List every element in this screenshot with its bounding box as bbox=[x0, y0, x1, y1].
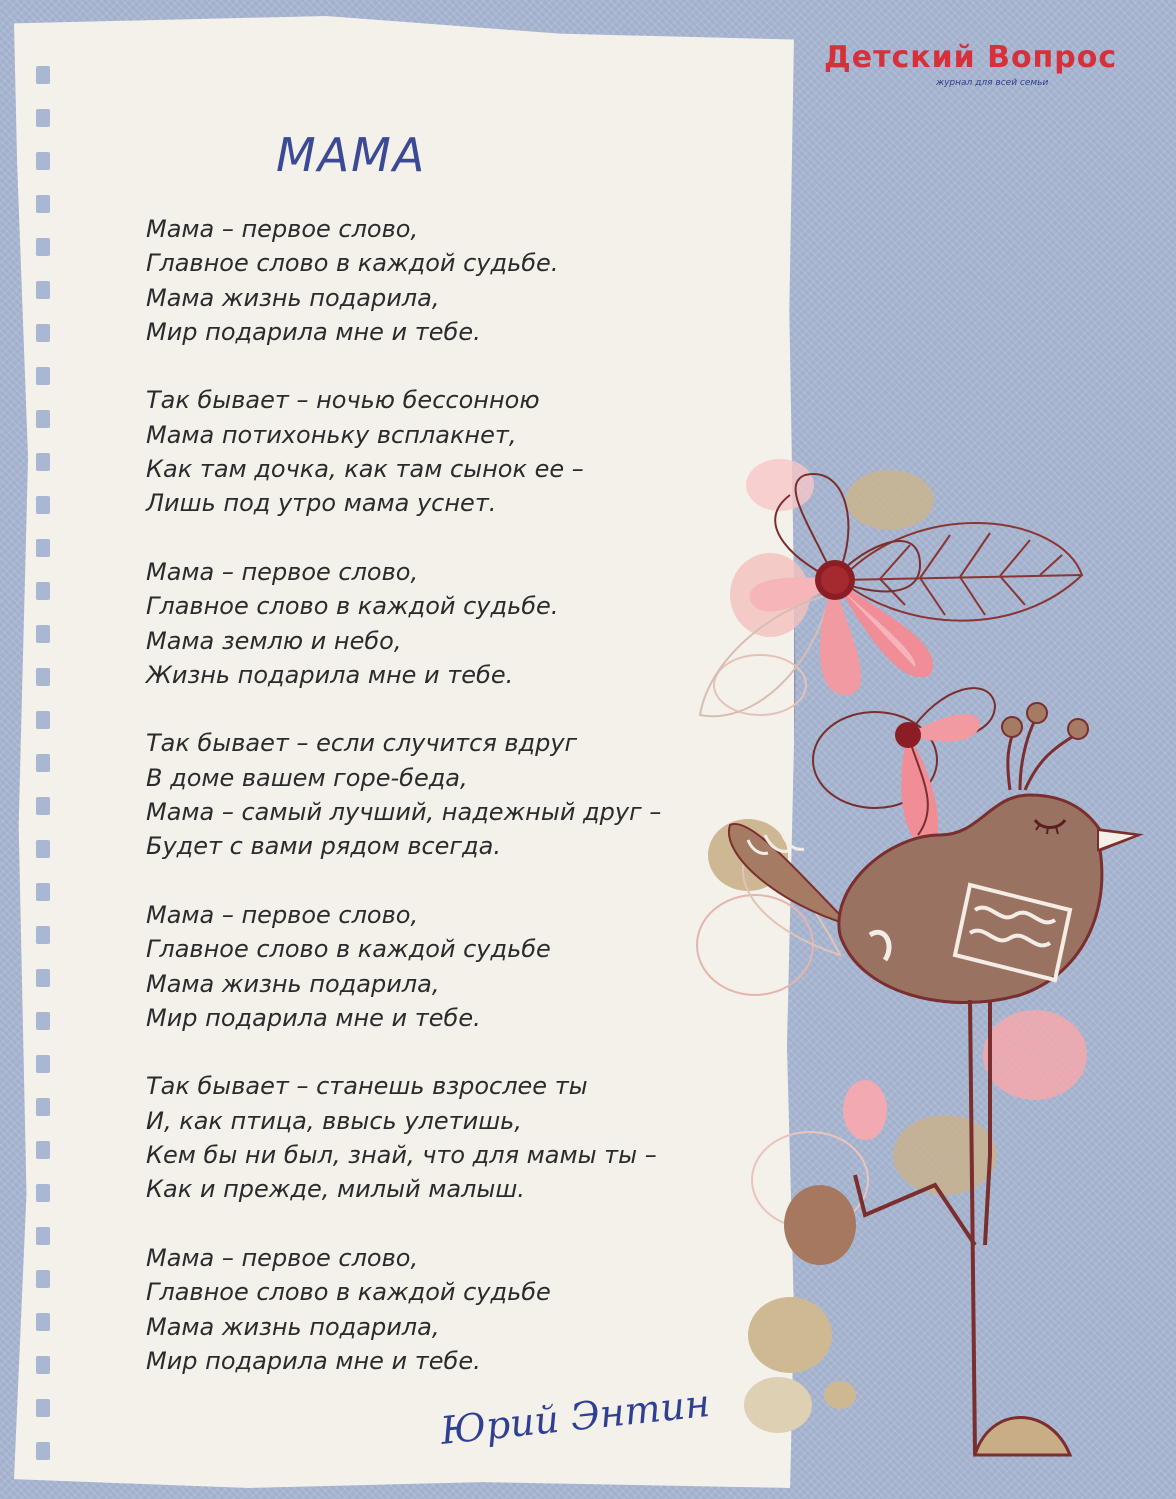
poem-line: Главное слово в каждой судьбе. bbox=[146, 249, 559, 278]
notebook-hole bbox=[36, 1356, 50, 1374]
poem-line: Лишь под утро мама уснет. bbox=[146, 489, 497, 518]
poem-line: Мама – первое слово, bbox=[146, 900, 419, 929]
poem-line: Мама жизнь подарила, bbox=[146, 969, 440, 998]
notebook-hole bbox=[36, 582, 50, 600]
notebook-hole bbox=[36, 1227, 50, 1245]
poem-line: Мама – первое слово, bbox=[146, 215, 419, 243]
notebook-hole bbox=[36, 324, 50, 342]
notebook-hole bbox=[36, 1012, 50, 1030]
poem-stanza bbox=[146, 726, 746, 863]
poem-line: Мама – самый лучший, надежный друг – bbox=[146, 798, 662, 827]
notebook-hole bbox=[36, 66, 50, 84]
notebook-hole bbox=[36, 883, 50, 901]
notebook-hole bbox=[36, 109, 50, 127]
notebook-hole bbox=[36, 539, 50, 557]
notebook-hole bbox=[36, 410, 50, 428]
logo-tagline: журнал для всей семьи bbox=[936, 78, 1049, 88]
poem-line: Мир подарила мне и тебе. bbox=[146, 1003, 481, 1032]
poem-line: Как и прежде, милый малыш. bbox=[146, 1175, 525, 1204]
poem-line: Мама – первое слово, bbox=[146, 557, 419, 586]
poem-line: Будет с вами рядом всегда. bbox=[146, 832, 501, 861]
notebook-hole bbox=[36, 1270, 50, 1288]
notebook-hole bbox=[36, 840, 50, 858]
poem-line: В доме вашем горе-беда, bbox=[146, 763, 468, 792]
notebook-hole bbox=[36, 797, 50, 815]
poem-stanza bbox=[146, 555, 746, 692]
notebook-holes bbox=[36, 66, 52, 1486]
poem-stanza bbox=[146, 1241, 746, 1378]
notebook-hole bbox=[36, 1141, 50, 1159]
notebook-hole bbox=[36, 1313, 50, 1331]
poem-line: Мама потихоньку всплакнет, bbox=[146, 420, 517, 449]
poem-stanza bbox=[146, 898, 746, 1035]
notebook-hole bbox=[36, 195, 50, 213]
notebook-hole bbox=[36, 367, 50, 385]
notebook-hole bbox=[36, 238, 50, 256]
poem-line: Мама – первое слово, bbox=[146, 1243, 419, 1272]
poem-line: Мама жизнь подарила, bbox=[146, 283, 440, 312]
notebook-hole bbox=[36, 281, 50, 299]
logo-name: Детский Вопрос bbox=[824, 40, 1118, 75]
notebook-hole bbox=[36, 152, 50, 170]
poem-line: Так бывает – ночью бессонною bbox=[146, 386, 540, 415]
poem-line: Главное слово в каждой судьбе bbox=[146, 1278, 551, 1307]
notebook-hole bbox=[36, 926, 50, 944]
small-flower bbox=[813, 688, 995, 845]
poem-line: Как там дочка, как там сынок ее – bbox=[146, 455, 584, 484]
poem-line: Мир подарила мне и тебе. bbox=[146, 317, 481, 346]
poem-stanza bbox=[146, 383, 746, 520]
poem-line: Жизнь подарила мне и тебе. bbox=[146, 660, 514, 689]
poem-line: Мама жизнь подарила, bbox=[146, 1312, 440, 1341]
poem-stanza bbox=[146, 1069, 746, 1206]
poem-author: Юрий Энтин bbox=[438, 1380, 712, 1454]
magazine-logo bbox=[824, 40, 1124, 100]
notebook-hole bbox=[36, 668, 50, 686]
notebook-hole bbox=[36, 453, 50, 471]
notebook-hole bbox=[36, 1098, 50, 1116]
poem-stanza bbox=[146, 212, 746, 349]
poem-title: МАМА bbox=[276, 128, 427, 182]
poem-line: Главное слово в каждой судьбе bbox=[146, 935, 551, 964]
poem-line: Главное слово в каждой судьбе. bbox=[146, 592, 559, 621]
notebook-hole bbox=[36, 1399, 50, 1417]
bird-and-flower-illustration bbox=[690, 455, 1170, 1465]
poem-body bbox=[146, 212, 746, 1412]
notebook-hole bbox=[36, 1442, 50, 1460]
notebook-hole bbox=[36, 1184, 50, 1202]
notebook-hole bbox=[36, 496, 50, 514]
poem-line: Так бывает – станешь взрослее ты bbox=[146, 1072, 588, 1101]
notebook-hole bbox=[36, 711, 50, 729]
poem-line: Кем бы ни был, знай, что для мамы ты – bbox=[146, 1141, 657, 1170]
notebook-hole bbox=[36, 754, 50, 772]
poem-line: Мама землю и небо, bbox=[146, 626, 402, 655]
notebook-hole bbox=[36, 625, 50, 643]
notebook-hole bbox=[36, 969, 50, 987]
poem-line: И, как птица, ввысь улетишь, bbox=[146, 1106, 522, 1135]
notebook-hole bbox=[36, 1055, 50, 1073]
poem-line: Мир подарила мне и тебе. bbox=[146, 1346, 481, 1375]
poem-line: Так бывает – если случится вдруг bbox=[146, 729, 578, 758]
